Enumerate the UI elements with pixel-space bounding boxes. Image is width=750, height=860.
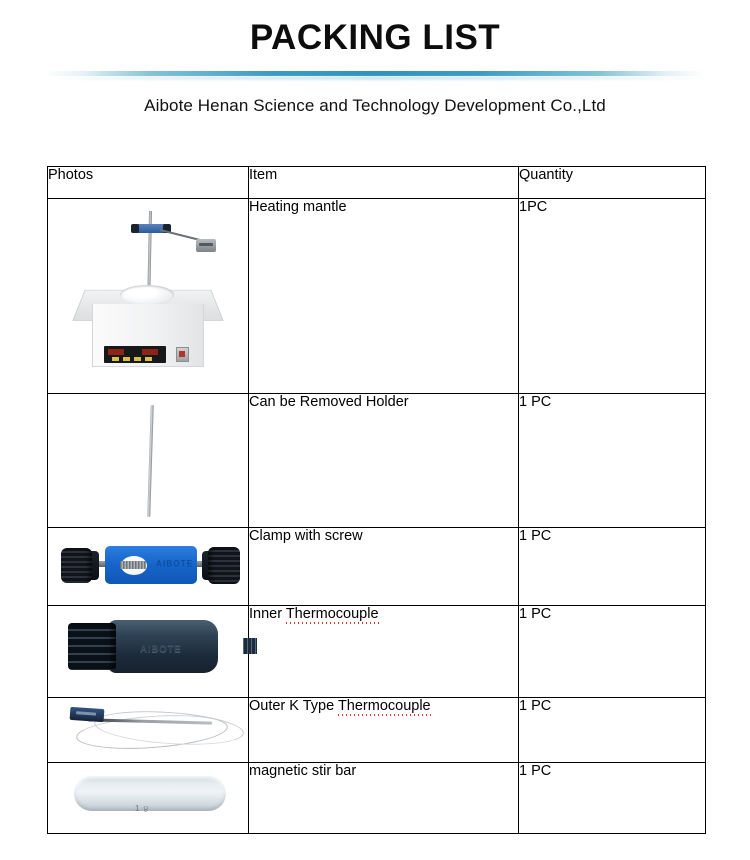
stir-bar-marking: 1 ੪ xyxy=(135,804,150,813)
stir-bar-illustration xyxy=(48,763,248,833)
mantle-control-panel xyxy=(104,346,166,363)
table-row xyxy=(48,606,706,698)
item-name xyxy=(249,606,519,698)
item-name-misspelled: Thermocouple xyxy=(285,606,379,622)
item-name: Can be Removed Holder xyxy=(249,394,519,528)
page-title: PACKING LIST xyxy=(249,18,501,57)
item-name-prefix: Inner xyxy=(249,606,286,622)
mantle-flask-recess xyxy=(120,285,174,305)
item-quantity: 1 PC xyxy=(519,606,706,698)
removable-holder-rod-photo xyxy=(48,394,249,528)
column-header-quantity: Quantity xyxy=(519,167,706,199)
stir-bar-capsule-icon xyxy=(74,776,226,811)
clamp-brand-label: AIBOTE xyxy=(156,558,194,569)
inner-thermocouple-illustration xyxy=(48,606,248,697)
speed-display-icon xyxy=(142,349,158,355)
control-buttons-icon xyxy=(112,357,154,361)
column-header-item: Item xyxy=(249,167,519,199)
clamp-knob-left-icon xyxy=(61,548,92,583)
rod-clamp-knob-left-icon xyxy=(131,224,139,233)
power-switch-icon xyxy=(176,347,189,362)
document-header xyxy=(0,0,750,116)
table-row xyxy=(48,394,706,528)
connector-rings-icon xyxy=(243,638,257,654)
clamp-knob-right-icon xyxy=(208,547,240,584)
title-divider-glow xyxy=(45,76,705,80)
clamp-with-screw-photo xyxy=(48,528,249,606)
company-name: Aibote Henan Science and Technology Development Co.,Ltd xyxy=(144,96,606,116)
packing-list-table xyxy=(47,166,706,834)
table-row xyxy=(48,763,706,834)
item-name-prefix: Outer K Type xyxy=(249,698,338,714)
magnetic-stir-bar-photo xyxy=(48,763,249,834)
item-name: Clamp with screw xyxy=(249,528,519,606)
clamp-screw-icon xyxy=(120,561,146,569)
heating-mantle-illustration xyxy=(48,199,248,393)
item-quantity: 1 PC xyxy=(519,763,706,834)
heating-mantle-photo xyxy=(48,199,249,394)
item-quantity: 1 PC xyxy=(519,698,706,763)
item-quantity: 1 PC xyxy=(519,394,706,528)
item-name: magnetic stir bar xyxy=(249,763,519,834)
table-header-row xyxy=(48,167,706,199)
table-row xyxy=(48,199,706,394)
table-row xyxy=(48,528,706,606)
thermocouple-plug-icon xyxy=(70,707,105,722)
item-name: Heating mantle xyxy=(249,199,519,394)
connector-fluted-end-icon xyxy=(68,623,116,670)
outer-k-type-thermocouple-photo xyxy=(48,698,249,763)
holder-rod-illustration xyxy=(48,394,248,527)
item-quantity: 1PC xyxy=(519,199,706,394)
thermocouple-brand-label: AIBOTE xyxy=(140,643,182,656)
table-row xyxy=(48,698,706,763)
item-name xyxy=(249,698,519,763)
item-quantity: 1 PC xyxy=(519,528,706,606)
column-header-photos: Photos xyxy=(48,167,249,199)
outer-thermocouple-illustration xyxy=(48,698,248,762)
item-name-misspelled: Thermocouple xyxy=(337,698,431,714)
clamp-head-icon xyxy=(196,239,216,252)
inner-thermocouple-photo xyxy=(48,606,249,698)
clamp-illustration xyxy=(48,528,248,605)
metal-rod-icon xyxy=(147,405,154,517)
temperature-display-icon xyxy=(108,349,124,355)
